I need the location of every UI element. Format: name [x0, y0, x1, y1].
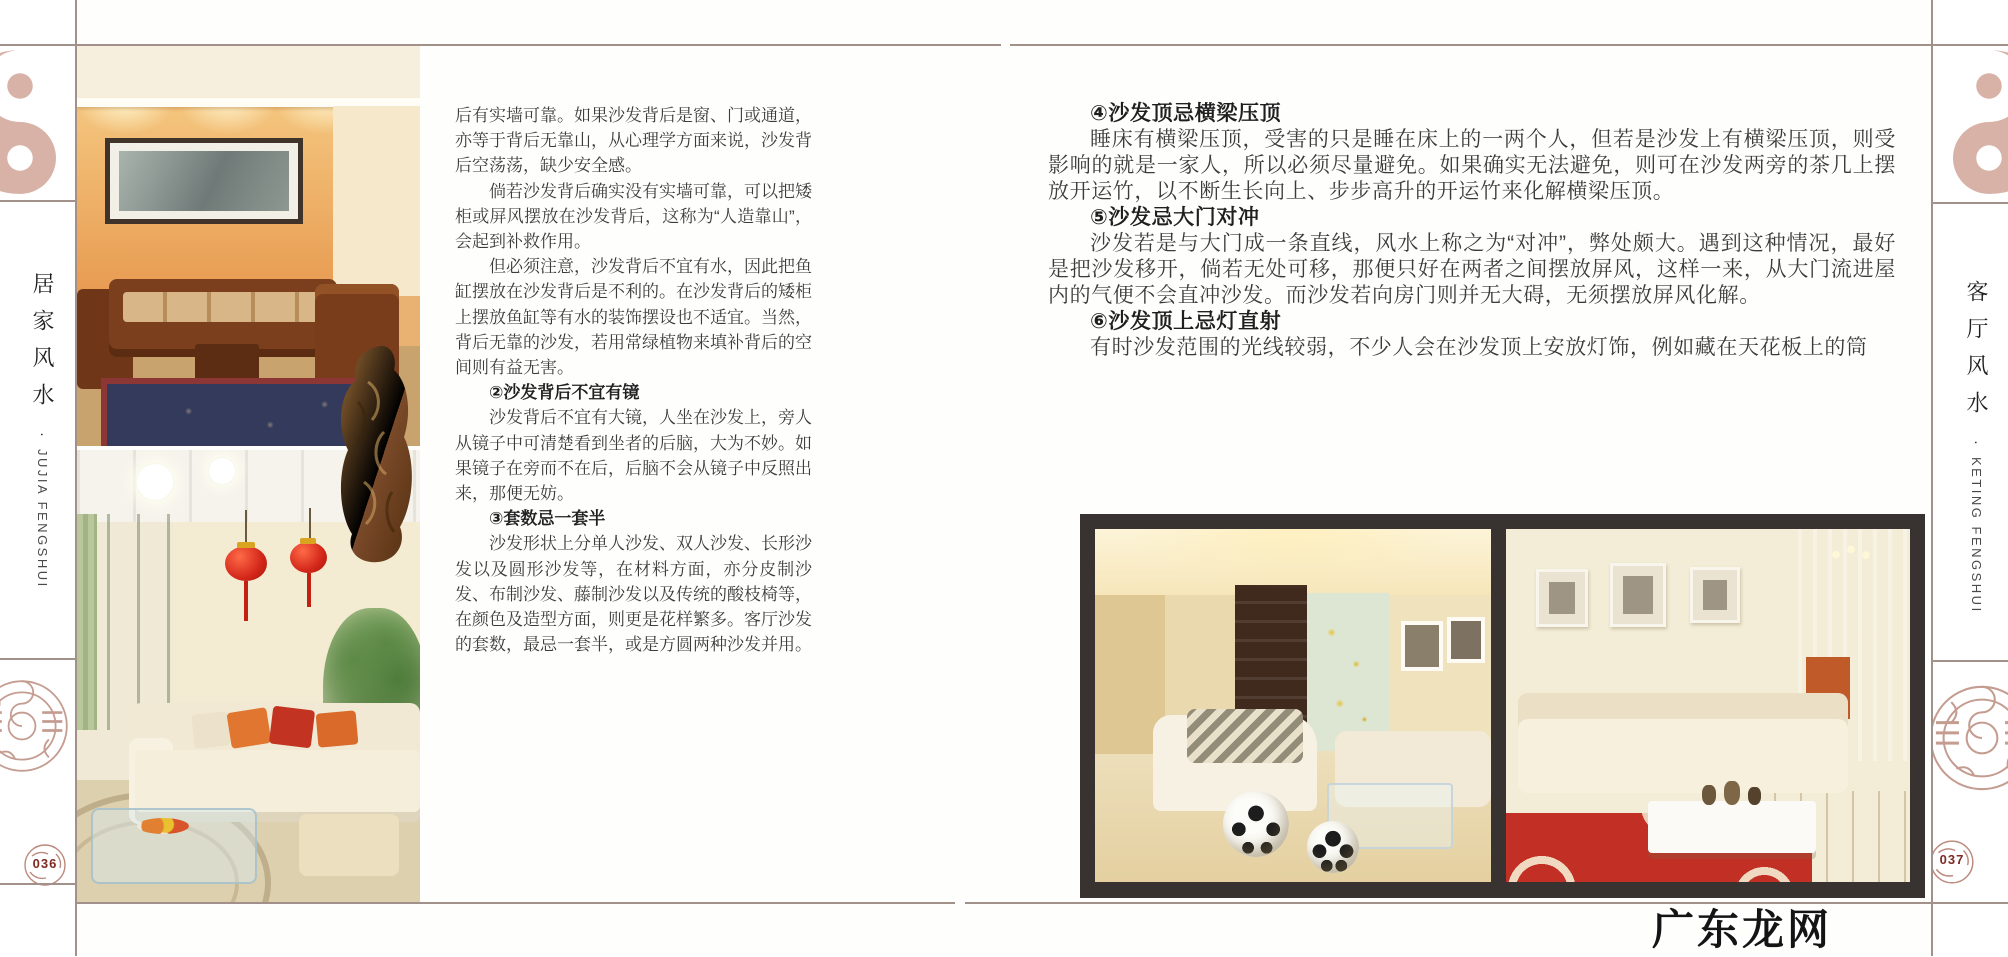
photo-detail [209, 458, 235, 484]
soccer-ball-stool [1307, 821, 1359, 873]
article-column-left [455, 103, 812, 657]
bagua-ornament [0, 670, 76, 782]
paragraph: 但必须注意，沙发背后不宜有水，因此把鱼缸摆放在沙发背后是不利的。在沙发背后的矮柜上摆放鱼缸等有水的装饰摆设也不适宜。当然，背后无靠的沙发，若用常绿植物来填补背后的空间则有益无害。 [455, 257, 812, 378]
page-number: 036 [32, 856, 58, 871]
wall-frame [1690, 567, 1740, 623]
photo-detail [1648, 801, 1816, 853]
sidebar-left [0, 0, 76, 956]
paragraph: 倘若沙发背后确实没有实墙可靠，可以把矮柜或屏风摆放在沙发背后，这称为“人造靠山”，会起到补救作用。 [455, 181, 812, 252]
sidebar-title-right [1946, 280, 1992, 614]
paragraph: 睡床有横梁压顶，受害的只是睡在床上的一两个人，但若是沙发上有横梁压顶，则受影响的就是一家人，所以必须尽量避免。如果确实无法避免，则可在沙发两旁的茶几上摆放开运竹，以不断生长向上、步步高升的开运竹来化解横梁压顶。 [1048, 128, 1896, 203]
rule-seg [0, 200, 76, 202]
photo-detail [137, 818, 189, 834]
rule-seg [1932, 660, 2008, 662]
photo-detail [299, 814, 399, 876]
paragraph: 沙发形状上分单人沙发、双人沙发、长形沙发以及圆形沙发等，在材料方面，亦分皮制沙发、布制沙发、藤制沙发以及传统的酸枝椅等，在颜色及造型方面，则更是花样繁多。客厅沙发的套数，最忌一套半，或是方圆两种沙发并用。 [455, 534, 812, 655]
paragraph: 有时沙发范围的光线较弱，不少人会在沙发顶上安放灯饰，例如藏在天花板上的筒 [1090, 336, 1868, 359]
rule-seg [0, 883, 76, 885]
sidebar-title-cn: 居家风水 [30, 272, 55, 420]
bagua-ornament [1932, 674, 2008, 802]
paragraph: 后有实墙可靠。如果沙发背后是窗、门或通道，亦等于背后无靠山，从心理学方面来说，沙发背后空荡荡，缺少安全感。 [455, 106, 812, 176]
wall-frame [1610, 563, 1666, 627]
title-separator: · [1968, 440, 1985, 445]
photo-detail [269, 706, 315, 749]
section-heading: ②沙发背后不宜有镜 [489, 383, 640, 403]
article-column-right [1048, 101, 1896, 361]
photo-detail [77, 46, 420, 101]
red-lantern [225, 546, 267, 581]
photo-red-rug-living-room [1506, 529, 1910, 882]
rule-top-right [1010, 44, 2008, 46]
title-separator: · [34, 432, 51, 437]
section-heading: ④沙发顶忌横梁压顶 [1090, 102, 1282, 125]
red-lantern [290, 542, 327, 573]
sidebar-right [1932, 0, 2008, 956]
soccer-ball-stool [1223, 791, 1289, 857]
sidebar-title-en: JUJIA FENGSHUI [35, 449, 50, 589]
photo-detail [191, 711, 230, 749]
photo-detail [300, 538, 316, 544]
section-heading: ③套数忌一套半 [489, 509, 606, 529]
section-heading: ⑥沙发顶上忌灯直射 [1090, 310, 1282, 333]
yin-yang-icon [1932, 47, 2008, 197]
rule-bottom-left [76, 902, 955, 904]
yin-yang-icon [0, 47, 76, 197]
rule-bottom-right [965, 902, 2008, 904]
paragraph: 沙发背后不宜有大镜，人坐在沙发上，旁人从镜子中可清楚看到坐者的后脑，大为不妙。如果镜子在旁而不在后，后脑不会从镜子中反照出来，那便无妨。 [455, 408, 812, 504]
paragraph: 沙发若是与大门成一条直线，风水上称之为“对冲”，弊处颇大。遇到这种情况，最好是把沙发移开，倘若无处可移，那便只好在两者之间摆放屏风，这样一来，从大门流进屋内的气便不会直冲沙发。而沙发若向房门则并无大碍，无须摆放屏风化解。 [1048, 232, 1896, 307]
wood-sculpture-cutout [328, 342, 425, 567]
rule-sidebar-left [75, 0, 77, 956]
page-number: 037 [1939, 852, 1965, 867]
photo-detail [1702, 785, 1716, 805]
page-number-stamp-right [1932, 838, 1976, 886]
photo-detail [316, 710, 359, 747]
page-number-stamp-left [22, 842, 68, 888]
site-watermark: 广东龙网 [1652, 906, 1833, 953]
sidebar-title-cn: 客厅风水 [1964, 280, 1989, 428]
photo-detail [226, 707, 271, 749]
rule-seg [1932, 202, 2008, 204]
sidebar-title-left [12, 272, 58, 589]
rule-seg [0, 658, 76, 660]
photo-detail [1518, 693, 1848, 793]
photo-detail [1095, 529, 1491, 649]
photo-frame [1080, 514, 1925, 898]
photo-detail [333, 106, 420, 296]
photo-detail [123, 292, 321, 322]
photo-detail [307, 573, 311, 607]
photo-detail [1748, 787, 1761, 805]
photo-detail [244, 581, 248, 621]
photo-detail [77, 514, 97, 730]
photo-detail [1187, 709, 1303, 763]
section-heading: ⑤沙发忌大门对冲 [1090, 206, 1260, 229]
sidebar-title-en: KETING FENGSHUI [1969, 457, 1984, 614]
photo-detail [137, 464, 173, 500]
photo-detail [1724, 781, 1740, 805]
photo-detail [1824, 539, 1884, 565]
rule-top-left [0, 44, 1001, 46]
wall-frame [1536, 569, 1588, 627]
photo-detail [237, 542, 255, 548]
rule-sidebar-right [1931, 0, 1933, 956]
wall-painting [105, 138, 303, 224]
photo-soccer-living-room [1095, 529, 1491, 882]
wood-sculpture [328, 342, 425, 567]
